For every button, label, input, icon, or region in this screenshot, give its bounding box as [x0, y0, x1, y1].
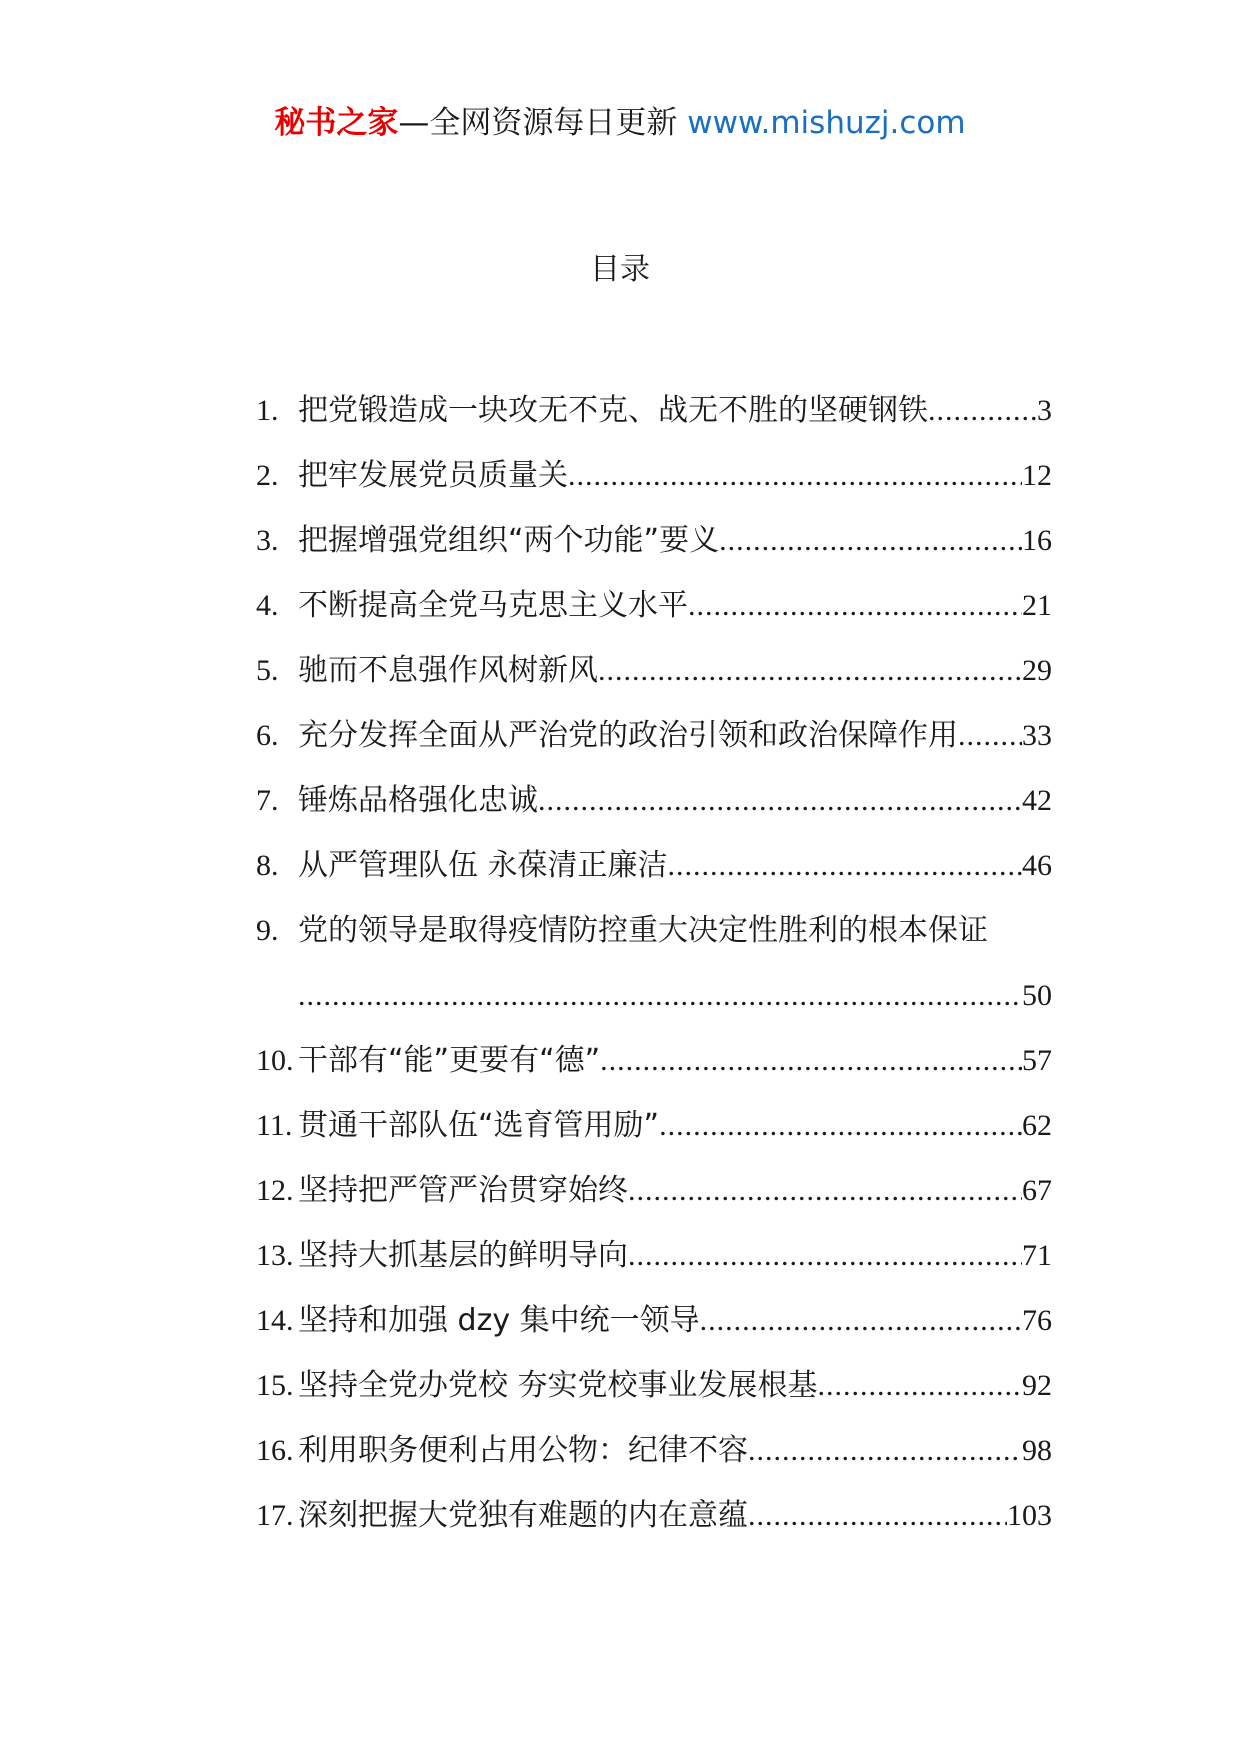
dot-leader: [600, 1028, 1022, 1093]
toc-entry-number: 8.: [256, 849, 279, 882]
toc-entry-title: 把党锻造成一块攻无不克、战无不胜的坚硬钢铁: [298, 393, 928, 428]
toc-entry-page: 21: [1022, 589, 1052, 622]
toc-entry-page: 42: [1022, 784, 1052, 817]
toc-entry-page: 46: [1022, 849, 1052, 882]
toc-entry-number: 1.: [256, 394, 279, 427]
toc-title: 目录: [590, 252, 650, 287]
toc-entry-title: 锤炼品格强化忠诚: [298, 783, 538, 818]
toc-entry-number: 14.: [256, 1304, 294, 1337]
dot-leader: [568, 443, 1022, 508]
dot-leader: [958, 703, 1022, 768]
toc-entry-page: 76: [1022, 1304, 1052, 1337]
toc-entry-page: 57: [1022, 1044, 1052, 1077]
toc-entry[interactable]: [256, 443, 1052, 508]
toc-entry-number: 13.: [256, 1239, 294, 1272]
dot-leader: [688, 573, 1022, 638]
toc-entry[interactable]: [256, 573, 1052, 638]
site-header: [0, 103, 1240, 143]
toc-entry[interactable]: [256, 638, 1052, 703]
brand-name: 秘书之家: [274, 105, 399, 141]
toc-entry[interactable]: [256, 1093, 1052, 1158]
toc-entry-number: 15.: [256, 1369, 294, 1402]
toc-entry[interactable]: [256, 1028, 1052, 1093]
toc-entry-title: 党的领导是取得疫情防控重大决定性胜利的根本保证: [298, 913, 988, 948]
dot-leader: [628, 1223, 1022, 1288]
toc-entry-page: 71: [1022, 1239, 1052, 1272]
toc-entry-title: 利用职务便利占用公物：纪律不容: [298, 1433, 748, 1468]
toc-entry[interactable]: [256, 508, 1052, 573]
toc-entry[interactable]: [256, 1353, 1052, 1418]
toc-entry-page: 12: [1022, 459, 1052, 492]
toc-entry-page: 67: [1022, 1174, 1052, 1207]
header-tagline: —全网资源每日更新: [398, 105, 688, 141]
toc-entry-number: 11.: [256, 1109, 293, 1142]
dot-leader: [668, 833, 1022, 898]
dot-leader: [628, 1158, 1022, 1223]
toc-entry[interactable]: [256, 1158, 1052, 1223]
toc-entry-title: 坚持把严管严治贯穿始终: [298, 1173, 628, 1208]
toc-entry-number: 16.: [256, 1434, 294, 1467]
toc-entry-page: 3: [1037, 394, 1052, 427]
toc-entry-page: 50: [1022, 979, 1052, 1012]
toc-entry-number: 4.: [256, 589, 279, 622]
dot-leader: [748, 1483, 1007, 1548]
toc-entry-title: 驰而不息强作风树新风: [298, 653, 598, 688]
dot-leader: [928, 378, 1037, 443]
toc-entry-title: 干部有“能”更要有“德”: [298, 1043, 601, 1078]
toc-entry-number: 10.: [256, 1044, 294, 1077]
toc-entry-title: 把牢发展党员质量关: [298, 458, 568, 493]
dot-leader: [598, 638, 1022, 703]
dot-leader: [748, 1418, 1022, 1483]
toc-entry[interactable]: [256, 1483, 1052, 1548]
toc-entry[interactable]: [256, 768, 1052, 833]
toc-entry-title: 不断提高全党马克思主义水平: [298, 588, 688, 623]
toc-entry[interactable]: [256, 898, 1052, 1028]
toc-entry-page: 33: [1022, 719, 1052, 752]
toc-entry-page: 62: [1022, 1109, 1052, 1142]
toc-entry-number: 7.: [256, 784, 279, 817]
table-of-contents: [256, 378, 1052, 1548]
toc-entry-page: 29: [1022, 654, 1052, 687]
toc-entry-title: 从严管理队伍 永葆清正廉洁: [298, 848, 668, 883]
toc-entry-page: 92: [1022, 1369, 1052, 1402]
dot-leader: [719, 508, 1022, 573]
dot-leader: [298, 963, 1022, 1028]
toc-entry[interactable]: [256, 1418, 1052, 1483]
toc-entry-number: 12.: [256, 1174, 294, 1207]
dot-leader: [659, 1093, 1022, 1158]
toc-entry-title: 充分发挥全面从严治党的政治引领和政治保障作用: [298, 718, 958, 753]
toc-entry[interactable]: [256, 833, 1052, 898]
toc-entry[interactable]: [256, 378, 1052, 443]
dot-leader: [818, 1353, 1022, 1418]
toc-entry-title: 坚持全党办党校 夯实党校事业发展根基: [298, 1368, 818, 1403]
toc-entry-number: 6.: [256, 719, 279, 752]
toc-entry-number: 3.: [256, 524, 279, 557]
toc-entry-page: 98: [1022, 1434, 1052, 1467]
toc-entry-title: 坚持大抓基层的鲜明导向: [298, 1238, 628, 1273]
dot-leader: [700, 1288, 1022, 1353]
toc-entry-page: 103: [1007, 1499, 1052, 1532]
dot-leader: [538, 768, 1022, 833]
toc-entry[interactable]: [256, 1223, 1052, 1288]
toc-entry-number: 5.: [256, 654, 279, 687]
website-link[interactable]: www.mishuzj.com: [687, 105, 966, 141]
toc-entry-number: 2.: [256, 459, 279, 492]
toc-entry-page: 16: [1022, 524, 1052, 557]
toc-entry-title: 深刻把握大党独有难题的内在意蕴: [298, 1498, 748, 1533]
toc-entry-title: 贯通干部队伍“选育管用励”: [298, 1108, 660, 1143]
toc-entry-number: 17.: [256, 1499, 294, 1532]
toc-entry[interactable]: [256, 703, 1052, 768]
toc-entry-number: 9.: [256, 914, 279, 947]
toc-entry[interactable]: [256, 1288, 1052, 1353]
toc-entry-title: 坚持和加强 dzy 集中统一领导: [298, 1303, 700, 1338]
toc-entry-title: 把握增强党组织“两个功能”要义: [298, 523, 720, 558]
